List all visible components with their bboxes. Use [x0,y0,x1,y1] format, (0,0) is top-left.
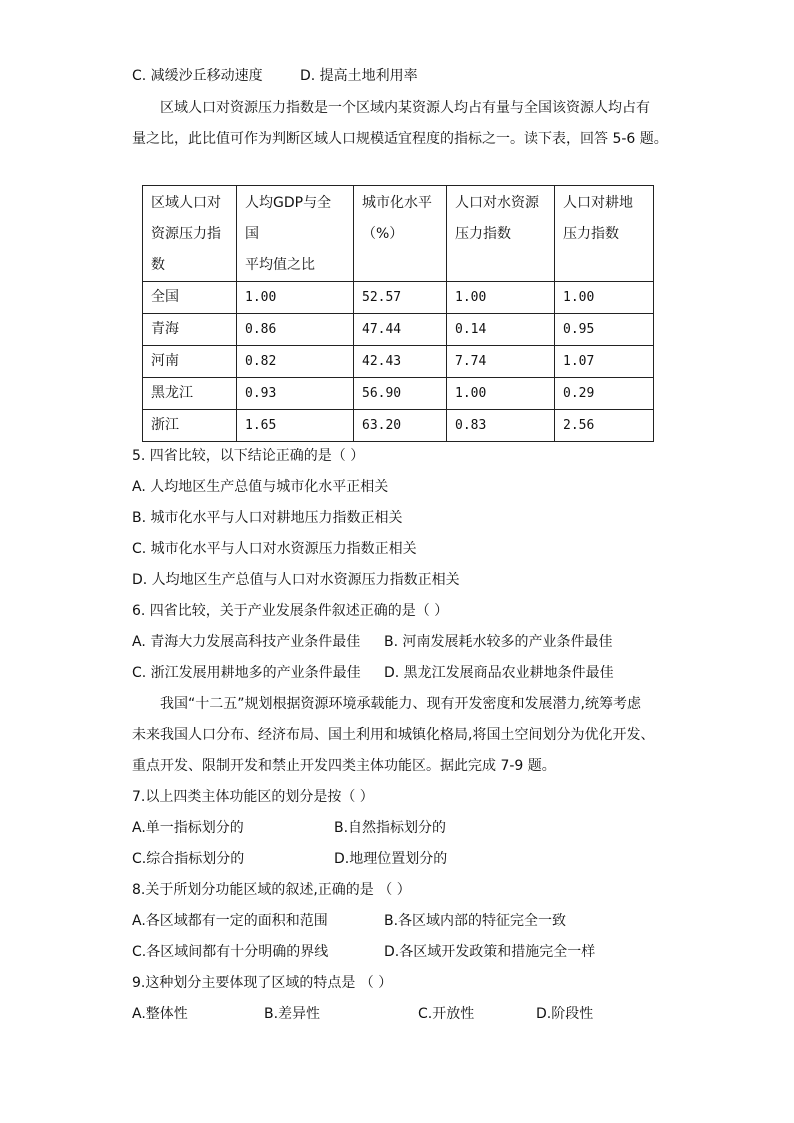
q6-option-b[interactable]: B. 河南发展耗水较多的产业条件最佳 [384,634,613,650]
option-top-d: D. 提高土地利用率 [300,68,418,84]
q7-option-d[interactable]: D.地理位置划分的 [334,851,448,867]
table-cell-region: 浙江 [143,410,237,442]
table-cell: 0.83 [447,410,555,442]
q6-stem: 6. 四省比较，关于产业发展条件叙述正确的是（ ） [132,603,449,619]
table-cell: 1.00 [447,378,555,410]
table-cell: 0.86 [237,314,354,346]
table-header-cell: 人口对耕地 压力指数 [555,186,654,282]
table-cell: 1.00 [447,282,555,314]
intro2-line3: 重点开发、限制开发和禁止开发四类主体功能区。据此完成 7-9 题。 [132,758,556,774]
option-top-c: C. 减缓沙丘移动速度 [132,68,263,84]
q5-option-c[interactable]: C. 城市化水平与人口对水资源压力指数正相关 [132,541,417,557]
q8-option-d[interactable]: D.各区域开发政策和措施完全一样 [384,944,596,960]
intro2-line2: 未来我国人口分布、经济布局、国土利用和城镇化格局,将国土空间划分为优化开发、 [132,727,655,743]
resource-pressure-table [142,185,654,442]
table-row [143,410,654,442]
table-cell-region: 河南 [143,346,237,378]
q9-option-b[interactable]: B.差异性 [264,1006,321,1022]
q6-option-c[interactable]: C. 浙江发展用耕地多的产业条件最佳 [132,665,361,681]
q9-option-c[interactable]: C.开放性 [418,1006,475,1022]
q5-option-a[interactable]: A. 人均地区生产总值与城市化水平正相关 [132,479,389,495]
q5-option-d[interactable]: D. 人均地区生产总值与人口对水资源压力指数正相关 [132,572,460,588]
q7-option-c[interactable]: C.综合指标划分的 [132,851,245,867]
table-row [143,378,654,410]
table-header-cell: 人口对水资源 压力指数 [447,186,555,282]
q8-option-a[interactable]: A.各区域都有一定的面积和范围 [132,913,328,929]
q7-stem: 7.以上四类主体功能区的划分是按（ ） [132,789,374,805]
table-row [143,282,654,314]
q5-option-b[interactable]: B. 城市化水平与人口对耕地压力指数正相关 [132,510,403,526]
q6-option-d[interactable]: D. 黑龙江发展商品农业耕地条件最佳 [384,665,614,681]
table-header-cell: 区域人口对 资源压力指 数 [143,186,237,282]
q8-option-c[interactable]: C.各区域间都有十分明确的界线 [132,944,329,960]
table-cell: 0.93 [237,378,354,410]
table-cell-region: 黑龙江 [143,378,237,410]
q5-stem: 5. 四省比较，以下结论正确的是（ ） [132,448,365,464]
table-row [143,346,654,378]
table-header-cell: 人均GDP与全国 平均值之比 [237,186,354,282]
q8-option-b[interactable]: B.各区域内部的特征完全一致 [384,913,567,929]
table-cell: 47.44 [354,314,447,346]
table-cell: 1.00 [555,282,654,314]
table-cell: 1.07 [555,346,654,378]
table-cell: 52.57 [354,282,447,314]
q6-option-a[interactable]: A. 青海大力发展高科技产业条件最佳 [132,634,361,650]
intro2-line1: 我国“十二五”规划根据资源环境承载能力、现有开发密度和发展潜力,统筹考虑 [160,696,641,712]
intro1-line2: 量之比，此比值可作为判断区域人口规模适宜程度的指标之一。读下表，回答 5-6 题。 [132,131,668,147]
table-row [143,314,654,346]
table-cell: 1.65 [237,410,354,442]
table-cell: 0.95 [555,314,654,346]
q9-option-d[interactable]: D.阶段性 [536,1006,594,1022]
q8-stem: 8.关于所划分功能区域的叙述,正确的是 （ ） [132,882,411,898]
table-header-cell: 城市化水平 （%） [354,186,447,282]
table-cell: 0.14 [447,314,555,346]
table-cell: 0.82 [237,346,354,378]
table-cell: 0.29 [555,378,654,410]
table-cell: 42.43 [354,346,447,378]
table-header-row [143,186,654,282]
table-cell: 63.20 [354,410,447,442]
q7-option-a[interactable]: A.单一指标划分的 [132,820,244,836]
table-cell: 1.00 [237,282,354,314]
intro1-line1: 区域人口对资源压力指数是一个区域内某资源人均占有量与全国该资源人均占有 [160,100,650,116]
table-cell-region: 青海 [143,314,237,346]
q9-option-a[interactable]: A.整体性 [132,1006,188,1022]
table-cell: 7.74 [447,346,555,378]
table-cell: 56.90 [354,378,447,410]
table-cell: 2.56 [555,410,654,442]
table-cell-region: 全国 [143,282,237,314]
q9-stem: 9.这种划分主要体现了区域的特点是 （ ） [132,975,393,991]
q7-option-b[interactable]: B.自然指标划分的 [334,820,447,836]
